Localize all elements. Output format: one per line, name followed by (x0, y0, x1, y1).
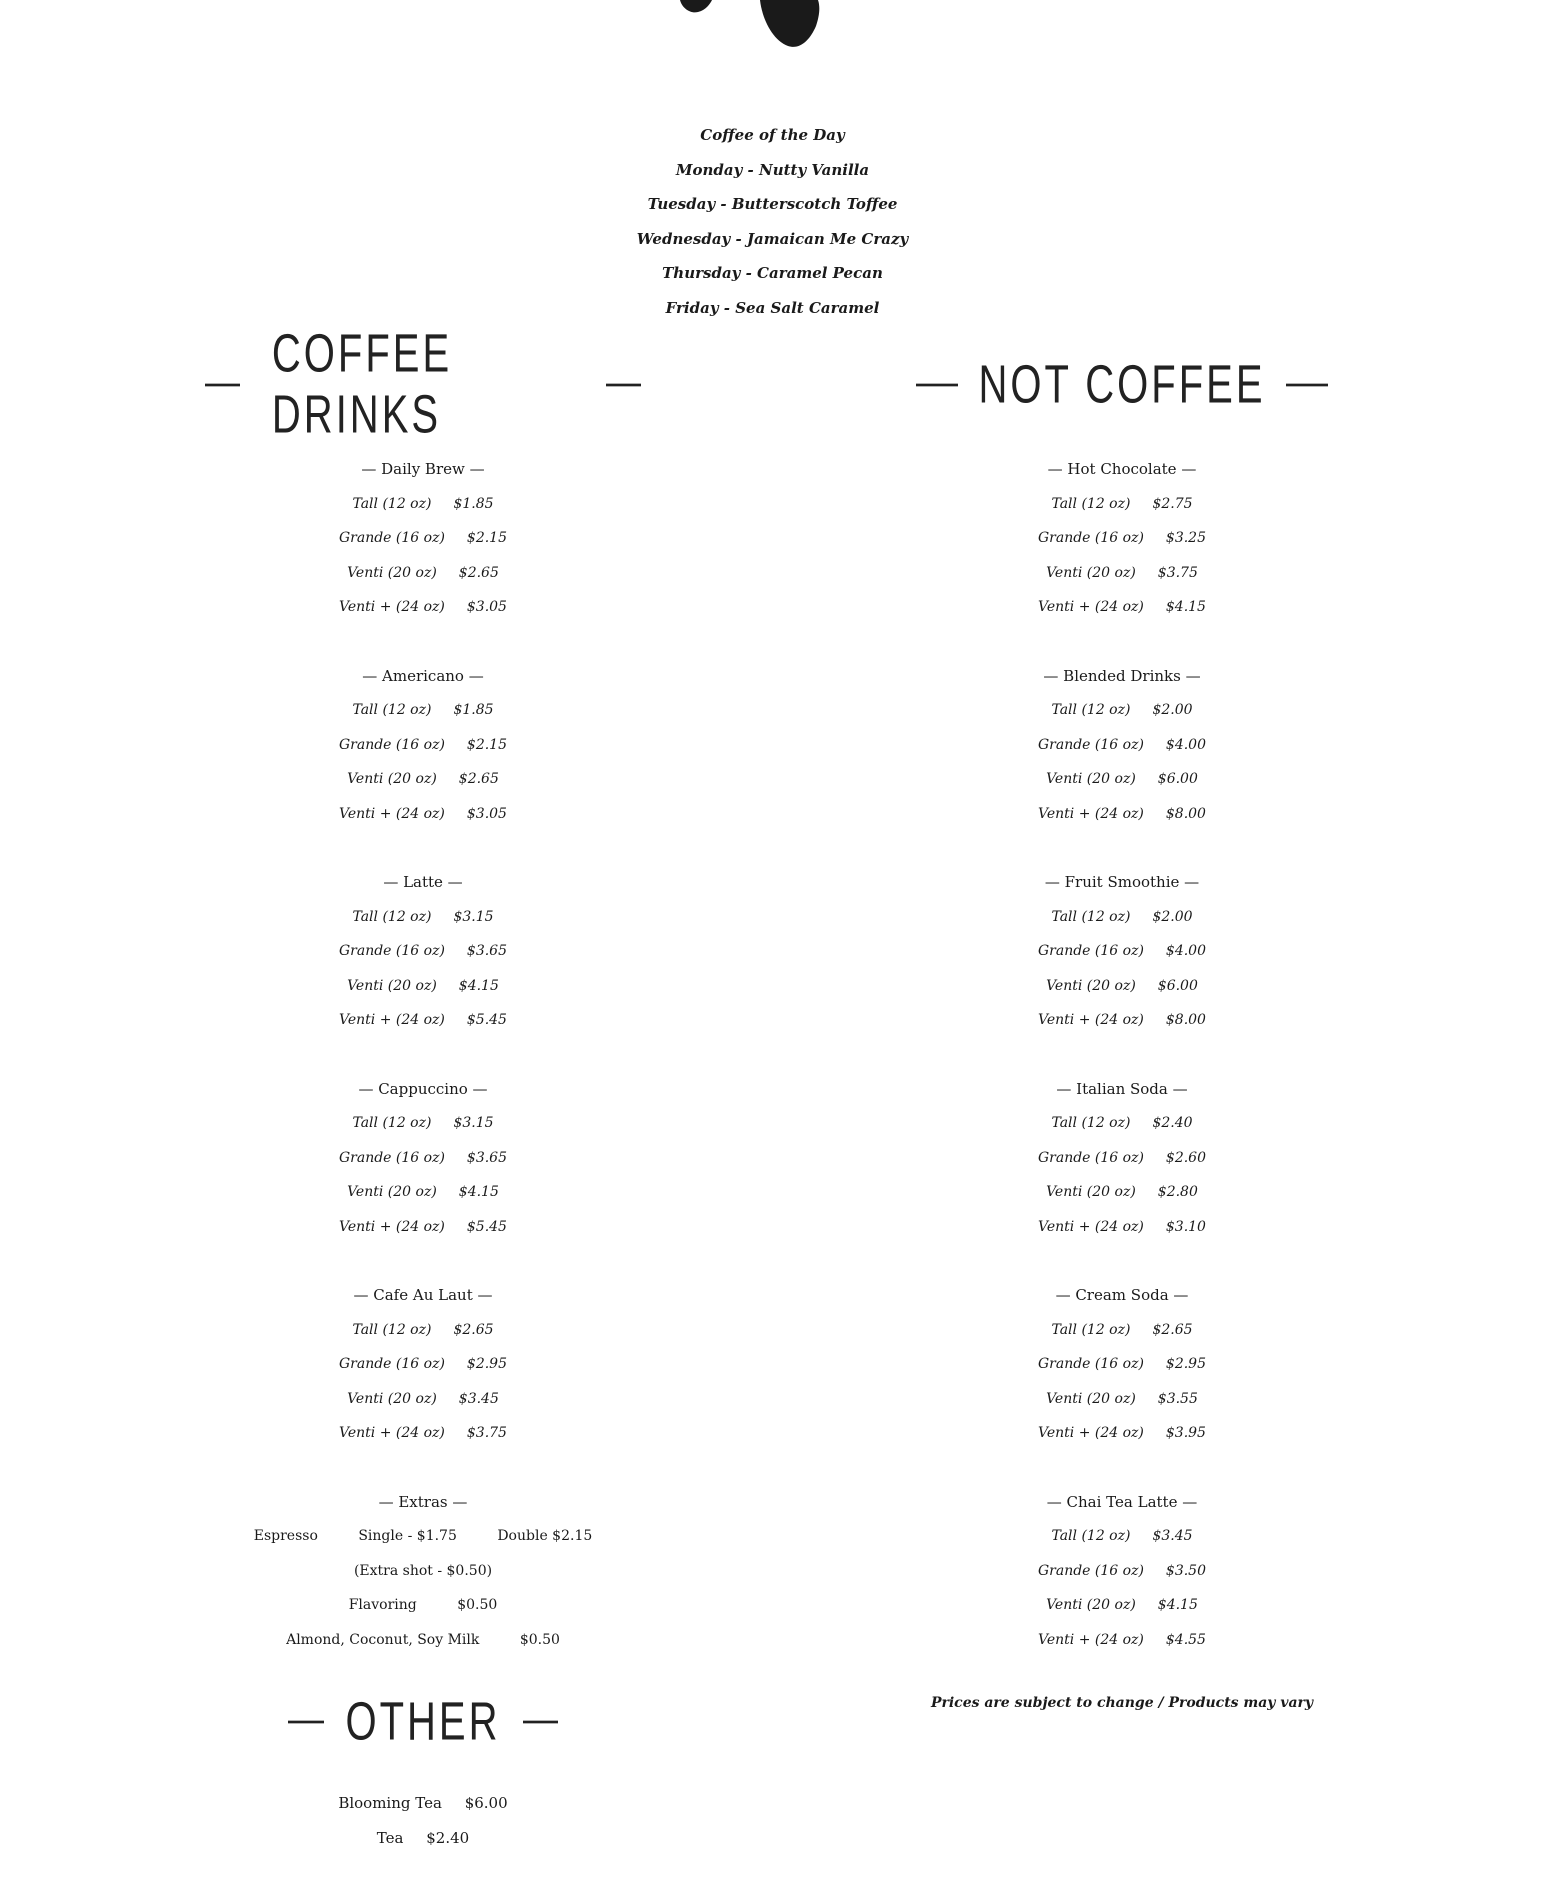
flavoring-price: $0.50 (457, 1597, 498, 1613)
price-row (173, 1382, 673, 1417)
group-title: — Hot Chocolate — (1047, 460, 1197, 478)
size-label: Venti + (24 oz) (339, 1218, 445, 1235)
price-value: $2.75 (1152, 495, 1193, 512)
other-item-name: Blooming Tea (338, 1794, 442, 1812)
price-row (173, 1175, 673, 1210)
size-label: Grande (16 oz) (1037, 943, 1144, 959)
size-label: Venti + (24 oz) (1038, 1218, 1144, 1235)
other-item-price: $2.40 (426, 1828, 470, 1847)
other-item-price: $6.00 (464, 1794, 508, 1812)
size-label: Tall (12 oz) (352, 1115, 432, 1131)
size-label: Grande (16 oz) (1037, 530, 1144, 546)
group-title: — Americano — (362, 666, 484, 685)
group-title: — Cafe Au Laut — (353, 1286, 493, 1304)
price-row (872, 1382, 1372, 1417)
other-item (173, 1786, 673, 1821)
flavoring-label: Flavoring (348, 1597, 417, 1613)
size-label: Tall (12 oz) (1051, 1321, 1131, 1338)
size-label: Venti (20 oz) (347, 977, 437, 994)
price-row (872, 1416, 1372, 1451)
price-row (173, 590, 673, 625)
group-title: — Fruit Smoothie — (1044, 873, 1200, 891)
group-title: — Chai Tea Latte — (1046, 1492, 1198, 1511)
price-value: $5.45 (466, 1012, 507, 1028)
price-value: $3.75 (1157, 564, 1198, 581)
price-value: $4.15 (1157, 1597, 1198, 1613)
price-row (872, 969, 1372, 1004)
size-label: Venti (20 oz) (1046, 1390, 1136, 1407)
price-row (173, 1416, 673, 1451)
price-value: $1.85 (453, 495, 494, 512)
menu-group (173, 865, 673, 1038)
price-row (173, 762, 673, 797)
size-label: Venti (20 oz) (347, 564, 437, 581)
menu-group (872, 659, 1372, 832)
price-row (173, 900, 673, 935)
price-row (872, 521, 1372, 556)
price-row (872, 1141, 1372, 1176)
price-value: $3.45 (1152, 1528, 1193, 1544)
price-value: $3.75 (466, 1425, 507, 1441)
other-list (173, 1786, 673, 1855)
price-row (872, 487, 1372, 522)
price-row (173, 556, 673, 591)
size-label: Venti + (24 oz) (1038, 1631, 1144, 1648)
price-row (872, 900, 1372, 935)
price-row (872, 728, 1372, 763)
size-label: Venti (20 oz) (1046, 977, 1136, 994)
coffee-day-item: Friday - Sea Salt Caramel (665, 298, 880, 317)
coffee-day-item: Wednesday - Jamaican Me Crazy (636, 229, 909, 248)
price-value: $3.15 (453, 1115, 494, 1131)
coffee-drinks-heading-text: COFFEE DRINKS (271, 324, 453, 445)
price-row (173, 1003, 673, 1038)
size-label: Grande (16 oz) (338, 943, 445, 959)
size-label: Grande (16 oz) (1037, 1562, 1144, 1579)
divider (523, 1721, 559, 1724)
size-label: Venti (20 oz) (1046, 771, 1136, 787)
price-row (872, 590, 1372, 625)
menu-group (872, 1278, 1372, 1451)
price-row (872, 762, 1372, 797)
size-label: Venti + (24 oz) (1038, 1425, 1144, 1441)
size-label: Tall (12 oz) (352, 495, 432, 512)
not-coffee-heading (872, 345, 1372, 426)
coffee-drinks-list (173, 452, 673, 1691)
espresso-double: Double $2.15 (497, 1528, 593, 1544)
price-value: $3.65 (466, 1149, 508, 1166)
espresso-row (173, 1519, 673, 1554)
price-value: $4.15 (458, 1184, 499, 1200)
price-value: $2.40 (1152, 1115, 1193, 1131)
divider (205, 384, 240, 387)
price-value: $4.15 (458, 977, 499, 994)
price-value: $8.00 (1165, 1012, 1206, 1028)
price-value: $2.00 (1152, 908, 1193, 925)
size-label: Grande (16 oz) (338, 1356, 445, 1372)
group-title: — Daily Brew — (361, 460, 485, 478)
price-row (872, 1210, 1372, 1245)
size-label: Venti + (24 oz) (339, 1012, 445, 1028)
menu-group (173, 452, 673, 625)
size-label: Tall (12 oz) (352, 1321, 432, 1338)
price-row (173, 1106, 673, 1141)
price-row (173, 797, 673, 832)
price-row (872, 934, 1372, 969)
coffee-drinks-heading (173, 324, 673, 445)
price-row (173, 1141, 673, 1176)
menu-group (173, 1072, 673, 1245)
menu-group (872, 452, 1372, 625)
divider (288, 1721, 324, 1724)
price-value: $3.05 (466, 599, 507, 615)
other-item-name: Tea (376, 1828, 404, 1847)
menu-group (872, 865, 1372, 1038)
price-value: $4.00 (1165, 736, 1207, 753)
price-value: $2.15 (466, 736, 508, 753)
price-value: $3.15 (453, 908, 494, 925)
price-value: $3.05 (466, 805, 507, 822)
size-label: Grande (16 oz) (1037, 1149, 1144, 1166)
price-value: $2.65 (458, 771, 499, 787)
price-row (872, 1003, 1372, 1038)
espresso-single: Single - $1.75 (358, 1528, 457, 1544)
size-label: Venti (20 oz) (347, 771, 437, 787)
group-title: — Blended Drinks — (1043, 666, 1201, 685)
price-value: $2.00 (1152, 702, 1193, 718)
divider (606, 384, 641, 387)
size-label: Tall (12 oz) (352, 908, 432, 925)
milk-label: Almond, Coconut, Soy Milk (286, 1631, 480, 1648)
size-label: Tall (12 oz) (1051, 908, 1131, 925)
price-row (872, 1519, 1372, 1554)
size-label: Venti + (24 oz) (1038, 599, 1144, 615)
extra-shot: (Extra shot - $0.50) (353, 1562, 493, 1579)
size-label: Venti + (24 oz) (339, 599, 445, 615)
menu-group (872, 1072, 1372, 1245)
group-title: — Latte — (383, 873, 463, 891)
price-value: $3.50 (1165, 1562, 1207, 1579)
price-value: $3.55 (1157, 1390, 1198, 1407)
size-label: Venti + (24 oz) (1038, 1012, 1144, 1028)
size-label: Venti + (24 oz) (1038, 805, 1144, 822)
price-row (872, 1554, 1372, 1589)
flavoring-row (173, 1588, 673, 1623)
size-label: Venti + (24 oz) (339, 805, 445, 822)
not-coffee-list (872, 452, 1372, 1691)
divider (916, 384, 958, 387)
price-row (173, 521, 673, 556)
price-row (173, 934, 673, 969)
coffee-of-the-day-title: Coffee of the Day (700, 126, 845, 144)
price-value: $6.00 (1157, 977, 1198, 994)
extra-shot-row (173, 1554, 673, 1589)
size-label: Venti + (24 oz) (339, 1425, 445, 1441)
price-value: $2.95 (1165, 1356, 1207, 1372)
size-label: Tall (12 oz) (1051, 1115, 1131, 1131)
divider (1286, 384, 1328, 387)
price-row (173, 693, 673, 728)
extras-group (173, 1485, 673, 1658)
price-value: $3.25 (1165, 530, 1207, 546)
group-title: — Italian Soda — (1056, 1079, 1188, 1098)
milk-price: $0.50 (519, 1631, 560, 1648)
price-value: $4.55 (1165, 1631, 1206, 1648)
price-value: $3.95 (1165, 1425, 1206, 1441)
price-value: $2.80 (1157, 1184, 1198, 1200)
size-label: Grande (16 oz) (1037, 736, 1144, 753)
price-row (173, 1313, 673, 1348)
price-value: $8.00 (1165, 805, 1206, 822)
price-row (872, 693, 1372, 728)
price-row (872, 1106, 1372, 1141)
price-value: $5.45 (466, 1218, 507, 1235)
menu-group (173, 659, 673, 832)
price-value: $2.95 (466, 1356, 508, 1372)
price-row (173, 728, 673, 763)
group-title: — Cappuccino — (358, 1079, 488, 1098)
size-label: Venti (20 oz) (1046, 564, 1136, 581)
price-value: $2.65 (1152, 1321, 1193, 1338)
coffee-of-the-day (0, 118, 1545, 325)
size-label: Venti (20 oz) (1046, 1184, 1136, 1200)
price-row (872, 1623, 1372, 1658)
price-disclaimer: Prices are subject to change / Products may vary (930, 1695, 1314, 1711)
size-label: Venti (20 oz) (1046, 1597, 1136, 1613)
price-row (872, 1588, 1372, 1623)
size-label: Tall (12 oz) (1051, 1528, 1131, 1544)
price-value: $2.60 (1165, 1149, 1207, 1166)
size-label: Tall (12 oz) (1051, 702, 1131, 718)
price-row (872, 1313, 1372, 1348)
size-label: Grande (16 oz) (338, 530, 445, 546)
price-value: $6.00 (1157, 771, 1198, 787)
price-value: $4.15 (1165, 599, 1206, 615)
price-value: $3.10 (1165, 1218, 1206, 1235)
size-label: Venti (20 oz) (347, 1390, 437, 1407)
price-row (872, 556, 1372, 591)
other-item (173, 1821, 673, 1856)
price-row (872, 797, 1372, 832)
not-coffee-heading-text: NOT COFFEE (978, 354, 1266, 415)
menu-group (872, 1485, 1372, 1658)
price-value: $2.65 (453, 1321, 494, 1338)
price-value: $3.45 (458, 1390, 499, 1407)
price-row (872, 1347, 1372, 1382)
other-heading (288, 1682, 558, 1763)
size-label: Venti (20 oz) (347, 1184, 437, 1200)
menu-group (173, 1278, 673, 1451)
coffee-day-item: Monday - Nutty Vanilla (675, 160, 870, 179)
size-label: Grande (16 oz) (338, 1149, 445, 1166)
size-label: Grande (16 oz) (338, 736, 445, 753)
espresso-label: Espresso (253, 1528, 318, 1544)
price-row (872, 1175, 1372, 1210)
size-label: Tall (12 oz) (352, 702, 432, 718)
group-title: — Cream Soda — (1055, 1286, 1189, 1304)
price-row (173, 487, 673, 522)
price-value: $2.65 (458, 564, 499, 581)
price-value: $3.65 (466, 943, 508, 959)
size-label: Grande (16 oz) (1037, 1356, 1144, 1372)
price-value: $2.15 (466, 530, 508, 546)
size-label: Tall (12 oz) (1051, 495, 1131, 512)
price-row (173, 969, 673, 1004)
price-value: $1.85 (453, 702, 494, 718)
milk-row (173, 1623, 673, 1658)
coffee-day-item: Tuesday - Butterscotch Toffee (647, 195, 898, 213)
coffee-logo-icon (660, 0, 870, 52)
other-heading-text: OTHER (345, 1691, 501, 1752)
group-title: — Extras — (378, 1492, 468, 1511)
price-value: $4.00 (1165, 943, 1207, 959)
price-row (173, 1347, 673, 1382)
price-row (173, 1210, 673, 1245)
coffee-day-item: Thursday - Caramel Pecan (662, 264, 883, 282)
